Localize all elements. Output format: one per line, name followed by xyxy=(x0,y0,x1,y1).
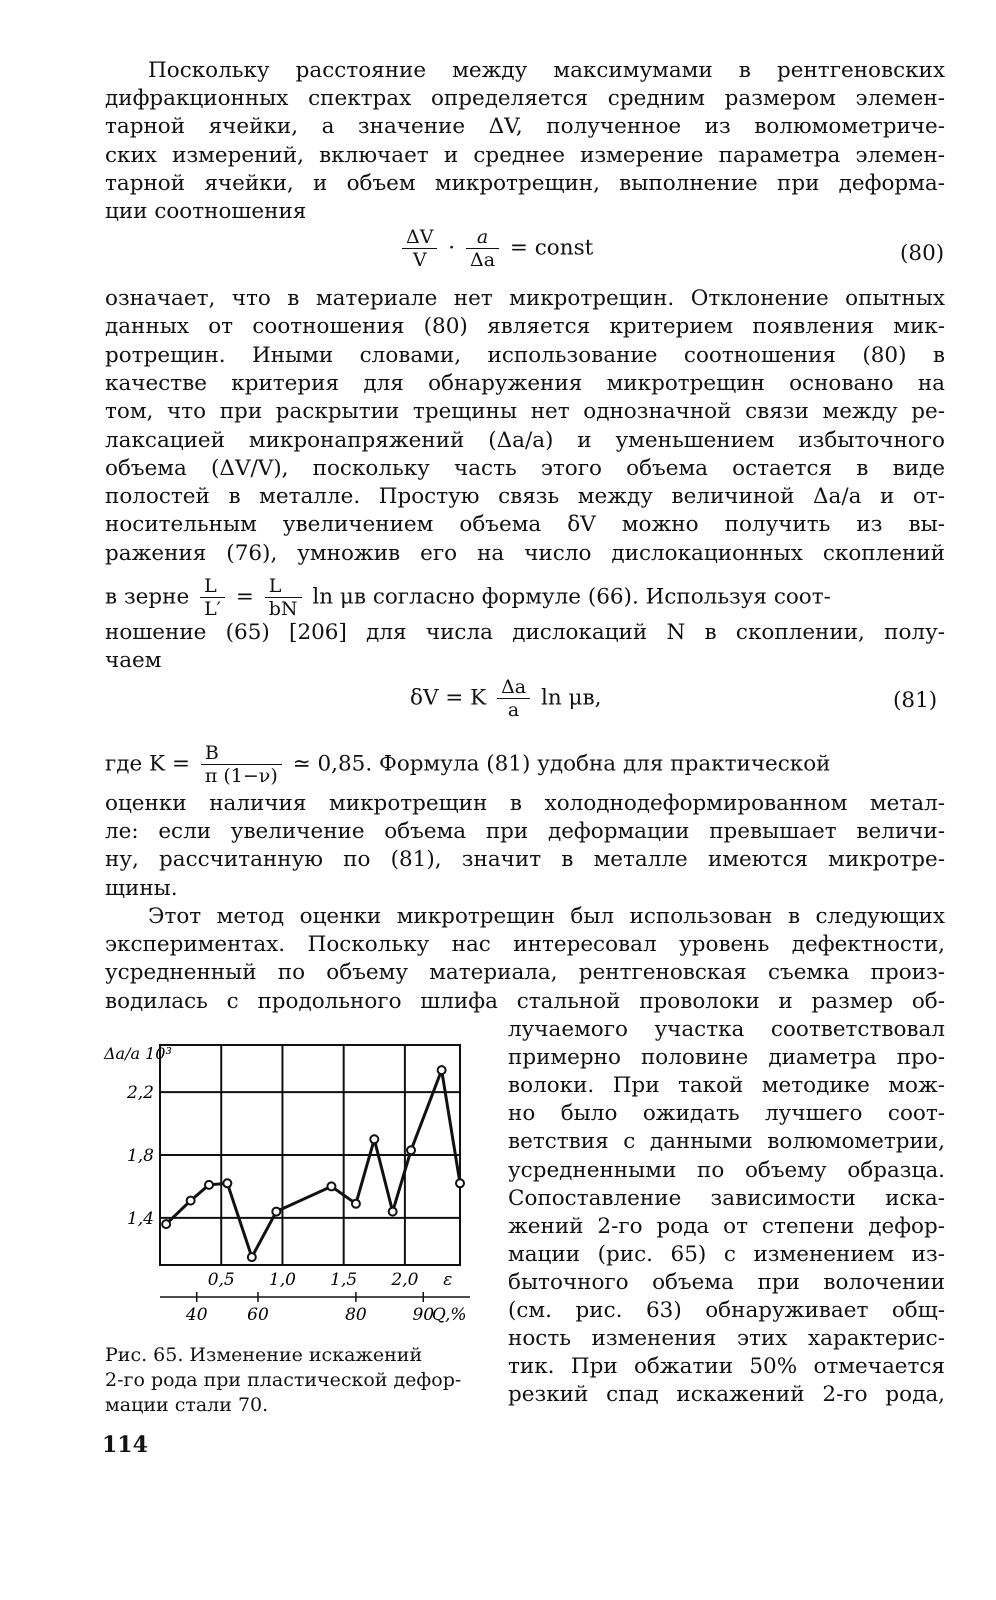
text-line: Поскольку расстояние между максимумами в рентгеновских xyxy=(148,58,945,83)
text-line: ции соотношения xyxy=(105,199,307,224)
data-point xyxy=(272,1208,280,1216)
x-axis-label-bottom: Q,% xyxy=(431,1305,467,1325)
x-tick-label-bottom: 40 xyxy=(185,1305,208,1325)
inline-formula-line: в зерне $\frac{L}{L'}$ = $\frac{L}{bN}$ ln μв согласно формуле (66). Используя соот- xyxy=(105,575,831,620)
y-tick-label: 1,4 xyxy=(126,1208,154,1229)
text-line: примерно половине диаметра про- xyxy=(508,1045,945,1071)
data-point xyxy=(438,1066,446,1074)
x-tick-label-bottom: 80 xyxy=(345,1305,367,1325)
text-line: носительным увеличением объема δV можно получить из вы- xyxy=(105,512,945,538)
text-line: ветствия с данными волюмометрии, xyxy=(508,1129,945,1155)
figure-65-chart xyxy=(100,1035,480,1325)
x-tick-label-top: 1,5 xyxy=(330,1270,358,1290)
text-line: том, что при раскрытии трещины нет однозначной связи между ре- xyxy=(105,399,945,425)
text-line: мации (рис. 65) с изменением из- xyxy=(508,1241,945,1267)
data-point xyxy=(223,1179,231,1187)
y-tick-label: 2,2 xyxy=(126,1083,154,1104)
text-line: ность изменения этих характерис- xyxy=(508,1326,945,1352)
data-point xyxy=(352,1200,360,1208)
data-point xyxy=(389,1208,397,1216)
text-line: означает, что в материале нет микротрещин. Отклонение опытных xyxy=(105,286,945,311)
text-line: усредненный по объему материала, рентгеновская съемка произ- xyxy=(105,960,945,986)
x-tick-label-top: 0,5 xyxy=(207,1270,235,1290)
x-tick-label-top: 2,0 xyxy=(391,1270,419,1290)
data-point xyxy=(187,1197,195,1205)
text-line: полостей в металле. Простую связь между величиной Δa/a и от- xyxy=(105,484,945,510)
text-line: чаем xyxy=(105,648,162,673)
text-line: ротрещин. Иными словами, использование соотношения (80) в xyxy=(105,342,945,368)
data-point xyxy=(205,1181,213,1189)
caption-line: Рис. 65. Изменение искажений xyxy=(105,1344,423,1366)
chart-series-line xyxy=(166,1070,460,1257)
text-line: данных от соотношения (80) является критерием появления мик- xyxy=(105,314,945,340)
chart-tick-labels xyxy=(103,1044,467,1325)
x-tick-label-bottom: 60 xyxy=(247,1305,269,1325)
caption-line: мации стали 70. xyxy=(105,1394,269,1416)
text-line: тик. При обжатии 50% отмечается xyxy=(508,1354,945,1380)
text-line: быточного объема при волочении xyxy=(508,1269,945,1295)
x-axis-label-top: ε xyxy=(443,1270,453,1290)
text-line: ну, рассчитанную по (81), значит в металле имеются микротре- xyxy=(105,847,945,873)
equation-number-81: (81) xyxy=(893,688,938,713)
text-line: ских измерений, включает и среднее измерение параметра элемен- xyxy=(105,142,945,168)
chart-points xyxy=(162,1066,464,1261)
data-point xyxy=(162,1220,170,1228)
text-line: но было ожидать лучшего соот- xyxy=(508,1101,945,1127)
chart-grid xyxy=(160,1045,470,1302)
text-line: лаксацией микронапряжений (Δa/a) и уменьшением избыточного xyxy=(105,427,945,453)
y-axis-label: Δa/a 10³ xyxy=(104,1044,172,1063)
data-point xyxy=(248,1253,256,1261)
text-line: ле: если увеличение объема при деформации превышает величи- xyxy=(105,819,945,845)
data-point xyxy=(370,1135,378,1143)
where-line: где K = $\frac{B}{\pi (1-\nu)}$ ≃ 0,85. Формула (81) удобна для практической xyxy=(105,742,831,787)
text-line: тарной ячейки, и объем микротрещин, выполнение при деформа- xyxy=(105,170,945,196)
text-line: экспериментах. Поскольку нас интересовал уровень дефектности, xyxy=(105,932,945,958)
text-line: усредненными по объему образца. xyxy=(508,1157,945,1183)
text-line: (см. рис. 63) обнаруживает общ- xyxy=(508,1298,945,1323)
text-line: тарной ячейки, а значение ΔV, полученное из волюмометриче- xyxy=(105,114,945,140)
text-line: дифракционных спектрах определяется средним размером элемен- xyxy=(105,86,945,112)
page-number: 114 xyxy=(102,1432,148,1458)
text-line: лучаемого участка соответствовал xyxy=(508,1017,945,1042)
equation-number-80: (80) xyxy=(900,241,945,266)
data-point xyxy=(407,1146,415,1154)
text-line: жений 2-го рода от степени дефор- xyxy=(508,1213,945,1239)
equation-81: δV = K $\frac{\Delta a}{a}$ ln μв, xyxy=(410,676,602,721)
text-line: объема (ΔV/V), поскольку часть этого объема остается в виде xyxy=(105,455,945,481)
text-line: оценки наличия микротрещин в холоднодеформированном метал- xyxy=(105,791,945,816)
text-line: ражения (76), умножив его на число дислокационных скоплений xyxy=(105,540,945,566)
text-line: Этот метод оценки микротрещин был использован в следующих xyxy=(148,904,945,929)
caption-line: 2-го рода при пластической дефор- xyxy=(105,1369,462,1391)
data-point xyxy=(456,1179,464,1187)
text-line: ношение (65) [206] для числа дислокаций N в скоплении, полу- xyxy=(105,620,945,645)
text-line: щины. xyxy=(105,875,178,901)
text-line: водилась с продольного шлифа стальной проволоки и размер об- xyxy=(105,988,945,1014)
text-line: резкий спад искажений 2-го рода, xyxy=(508,1382,945,1408)
equation-80: $\frac{\Delta V}{V}$ · $\frac{a}{\Delta a}$ = const xyxy=(398,226,593,271)
text-line: качестве критерия для обнаружения микротрещин основано на xyxy=(105,370,945,396)
data-point xyxy=(327,1182,335,1190)
text-line: волоки. При такой методике мож- xyxy=(508,1073,945,1099)
x-tick-label-top: 1,0 xyxy=(268,1270,296,1290)
x-tick-label-bottom: 90 xyxy=(412,1305,435,1325)
y-tick-label: 1,8 xyxy=(126,1146,154,1166)
text-line: Сопоставление зависимости иска- xyxy=(508,1185,945,1211)
